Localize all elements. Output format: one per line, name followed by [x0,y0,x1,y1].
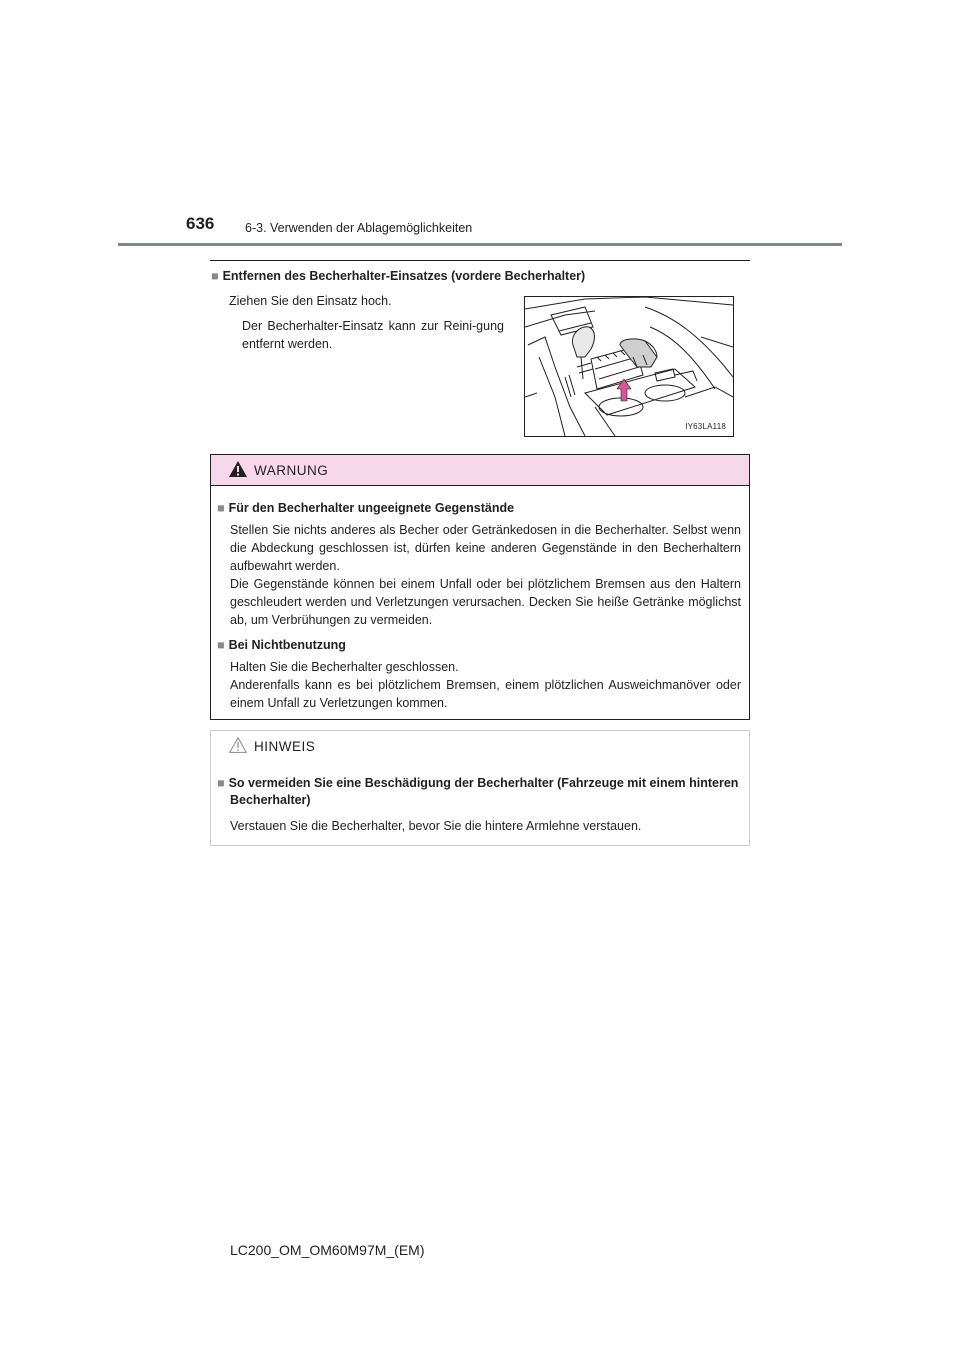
warning-body [211,500,749,712]
result-text: Der Becherhalter-Einsatz kann zur Reini-gung entfernt werden. [242,319,504,351]
figure-code: IY63LA118 [685,422,726,431]
square-bullet-icon: ■ [217,776,225,790]
subheading [211,269,585,283]
square-bullet-icon: ■ [211,269,219,283]
notice-item-heading [217,775,741,809]
section-top-rule [210,260,750,261]
warning-item-text: Stellen Sie nichts anderes als Becher oder Getränkedosen in die Becherhalter. Selbst wenn die Abdeckung geschlossen ist, dürfen keine anderen Gegenstände in den Becherhaltern aufbewahrt werden. [230,523,741,573]
warning-item-heading-text: Für den Becherhalter ungeeignete Gegenstände [228,501,515,515]
instruction-text: Ziehen Sie den Einsatz hoch. [229,294,392,308]
notice-label: HINWEIS [254,739,316,754]
page-number: 636 [186,214,215,233]
square-bullet-icon: ■ [217,638,225,652]
notice-item-text: Verstauen Sie die Becherhalter, bevor Sie die hintere Armlehne verstauen. [230,819,642,833]
warning-item-text: Anderenfalls kann es bei plötzlichem Bremsen, einem plötzlichen Ausweichmanöver oder einem Unfall zu Verletzungen kommen. [230,678,741,710]
console-drawing [525,297,733,436]
warning-item-heading [217,500,741,517]
notice-header [211,731,749,761]
warning-label: WARNUNG [254,463,329,478]
warning-header [211,455,749,486]
cup-holder-illustration [524,296,734,437]
warning-item-heading [217,637,741,654]
footer-document-code: LC200_OM_OM60M97M_(EM) [230,1242,425,1258]
square-bullet-icon: ■ [217,501,225,515]
header-rule [118,243,842,246]
notice-triangle-icon [229,737,247,753]
subheading-text: Entfernen des Becherhalter-Einsatzes (vordere Becherhalter) [222,269,586,283]
warning-item-text: Die Gegenstände können bei einem Unfall oder bei plötzlichem Bremsen aus den Haltern geschleudert werden und Verletzungen verursachen. Decken Sie heiße Getränke möglichst ab, um Verbrühungen zu vermeiden. [230,577,741,627]
warning-item-text: Halten Sie die Becherhalter geschlossen. [230,660,459,674]
notice-box [210,730,750,846]
warning-item-heading-text: Bei Nichtbenutzung [228,638,346,652]
section-title: 6-3. Verwenden der Ablagemöglichkeiten [245,221,473,235]
notice-body [211,775,749,835]
notice-item-heading-text: So vermeiden Sie eine Beschädigung der Becherhalter (Fahrzeuge mit einem hinteren Becherhalter) [228,776,739,807]
warning-box [210,454,750,720]
warning-triangle-icon [229,461,247,477]
